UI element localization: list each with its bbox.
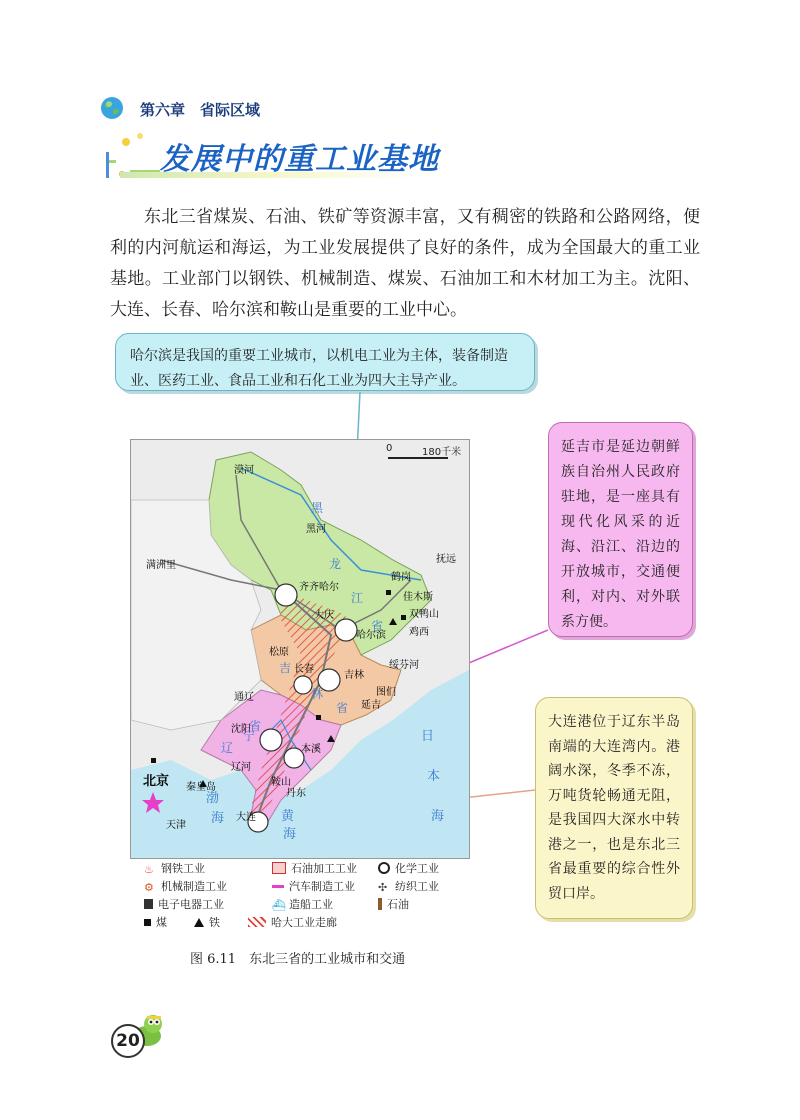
city-suifenhe: 绥芬河 — [389, 660, 419, 671]
city-harbin: 哈尔滨 — [356, 630, 386, 641]
legend-chem: 化学工业 — [378, 860, 439, 876]
city-changchun: 长春 — [294, 664, 314, 675]
page-number-badge — [105, 1010, 167, 1058]
sea-char-huang: 黄 — [281, 809, 295, 824]
legend-iron: 铁 — [194, 914, 220, 930]
legend-coal: 煤 — [144, 914, 167, 930]
sea-char-hai2: 海 — [283, 827, 297, 842]
city-dandong: 丹东 — [286, 788, 306, 799]
intro-paragraph: 东北三省煤炭、石油、铁矿等资源丰富，又有稠密的铁路和公路网络，便利的内河航运和海运，为工业发展提供了良好的条件，成为全国最大的重工业基地。工业部门以钢铁、机械制造、煤炭、石油加工和木材加工为主。沈阳、大连、长春、哈尔滨和鞍山是重要的工业中心。 — [110, 207, 700, 320]
city-shuangyashan: 双鸭山 — [409, 609, 439, 620]
province-char-sheng3: 省 — [249, 719, 262, 733]
scale-zero: 0 — [386, 443, 393, 454]
legend-petro: 石油加工工业 — [272, 860, 357, 876]
province-char-long: 龙 — [329, 557, 342, 571]
city-jiamusi: 佳木斯 — [403, 592, 433, 603]
yanji-callout: 延吉市是延边朝鲜族自治州人民政府驻地，是一座具有现代化风采的近海、沿江、沿边的开放城市，交通便利，对内、对外联系方便。 — [548, 422, 693, 637]
province-char-hei: 黑 — [311, 501, 324, 515]
section-title: 发展中的重工业基地 — [160, 142, 439, 177]
harbin-callout: 哈尔滨是我国的重要工业城市，以机电工业为主体，装备制造业、医药工业、食品工业和石化工业为四大主导产业。 — [115, 333, 535, 391]
city-qiqihar: 齐齐哈尔 — [299, 582, 339, 593]
province-char-ning: 宁 — [243, 729, 256, 743]
chem-icon — [378, 862, 390, 874]
city-jixi: 鸡西 — [409, 627, 429, 638]
province-char-ji: 吉 — [279, 661, 292, 675]
petro-icon — [272, 862, 286, 874]
city-hegang: 鹤岗 — [391, 572, 411, 583]
map-svg — [131, 440, 469, 858]
sea-char-bo: 渤 — [206, 791, 220, 806]
coal-mark-jiamusi — [386, 590, 391, 595]
city-yanji: 延吉 — [361, 700, 381, 711]
coal-mark-jilin — [316, 715, 321, 720]
city-beijing: 北京 — [143, 774, 170, 789]
map-scale-bar — [386, 443, 466, 461]
ship-icon: ⛴ — [272, 899, 286, 912]
qiqihar-symbol — [275, 584, 297, 606]
machine-icon: ⚙ — [144, 881, 154, 894]
coal-mark-liaoxi — [151, 758, 156, 763]
province-char-lin: 林 — [311, 687, 324, 701]
legend-oil: 石油 — [378, 896, 409, 912]
oil-icon — [378, 898, 382, 910]
legend-corridor: 哈大工业走廊 — [248, 914, 337, 930]
city-jilin: 吉林 — [344, 670, 364, 681]
legend-electronics: 电子电器工业 — [144, 896, 224, 912]
chapter-heading: 第六章 省际区域 — [140, 101, 261, 119]
iron-icon — [194, 918, 204, 927]
city-dalian: 大连 — [236, 812, 256, 823]
legend-auto: 汽车制造工业 — [272, 878, 355, 894]
harbin-symbol — [335, 619, 357, 641]
province-char-sheng1: 省 — [371, 619, 384, 633]
city-tongliao: 通辽 — [234, 692, 254, 703]
legend-textile: ✣ 纺织工业 — [378, 880, 439, 894]
province-char-liao: 辽 — [221, 741, 234, 755]
city-liaohe: 辽河 — [231, 762, 251, 773]
city-manzhouli: 满洲里 — [146, 560, 176, 571]
shenyang-symbol — [260, 729, 282, 751]
city-tianjin: 天津 — [166, 820, 186, 831]
city-mohe: 漠河 — [234, 465, 254, 476]
province-char-sheng2: 省 — [336, 701, 349, 715]
city-songyuan: 松原 — [269, 647, 289, 658]
dalian-callout: 大连港位于辽东半岛南端的大连湾内。港阔水深，冬季不冻，万吨货轮畅通无阻，是我国四大深水中转港之一，也是东北三省最重要的综合性外贸口岸。 — [535, 697, 693, 919]
city-daqing: 大庆 — [314, 610, 334, 621]
city-benxi: 本溪 — [301, 744, 321, 755]
city-anshan: 鞍山 — [271, 777, 291, 788]
city-shenyang: 沈阳 — [231, 724, 251, 735]
legend-steel: ♨ 钢铁工业 — [144, 862, 205, 876]
map-legend — [130, 858, 468, 932]
city-heihe: 黑河 — [306, 524, 326, 535]
changchun-symbol-2 — [294, 676, 312, 694]
scale-label: 180千米 — [422, 447, 462, 458]
sea-char-ri: 日 — [421, 729, 435, 744]
sea-char-hai1: 海 — [211, 811, 225, 826]
electronics-icon — [144, 899, 153, 909]
page-number: 20 — [111, 1024, 145, 1058]
legend-ship: ⛴ 造船工业 — [272, 898, 333, 912]
industry-map — [130, 439, 470, 859]
city-qinhuangdao: 秦皇岛 — [186, 782, 216, 793]
sea-char-hai3: 海 — [431, 809, 445, 824]
sea-char-ben: 本 — [427, 769, 441, 784]
figure-caption: 图 6.11 东北三省的工业城市和交通 — [190, 952, 406, 967]
textile-icon: ✣ — [378, 881, 388, 894]
steel-icon: ♨ — [144, 863, 154, 876]
coal-mark-jixi — [401, 615, 406, 620]
city-tumen: 图们 — [376, 687, 396, 698]
corridor-icon — [248, 917, 266, 927]
auto-icon — [272, 885, 284, 888]
coal-icon — [144, 919, 151, 926]
province-char-jiang: 江 — [351, 591, 364, 605]
city-fuyuan: 抚远 — [436, 554, 456, 565]
legend-machine: ⚙ 机械制造工业 — [144, 880, 227, 894]
